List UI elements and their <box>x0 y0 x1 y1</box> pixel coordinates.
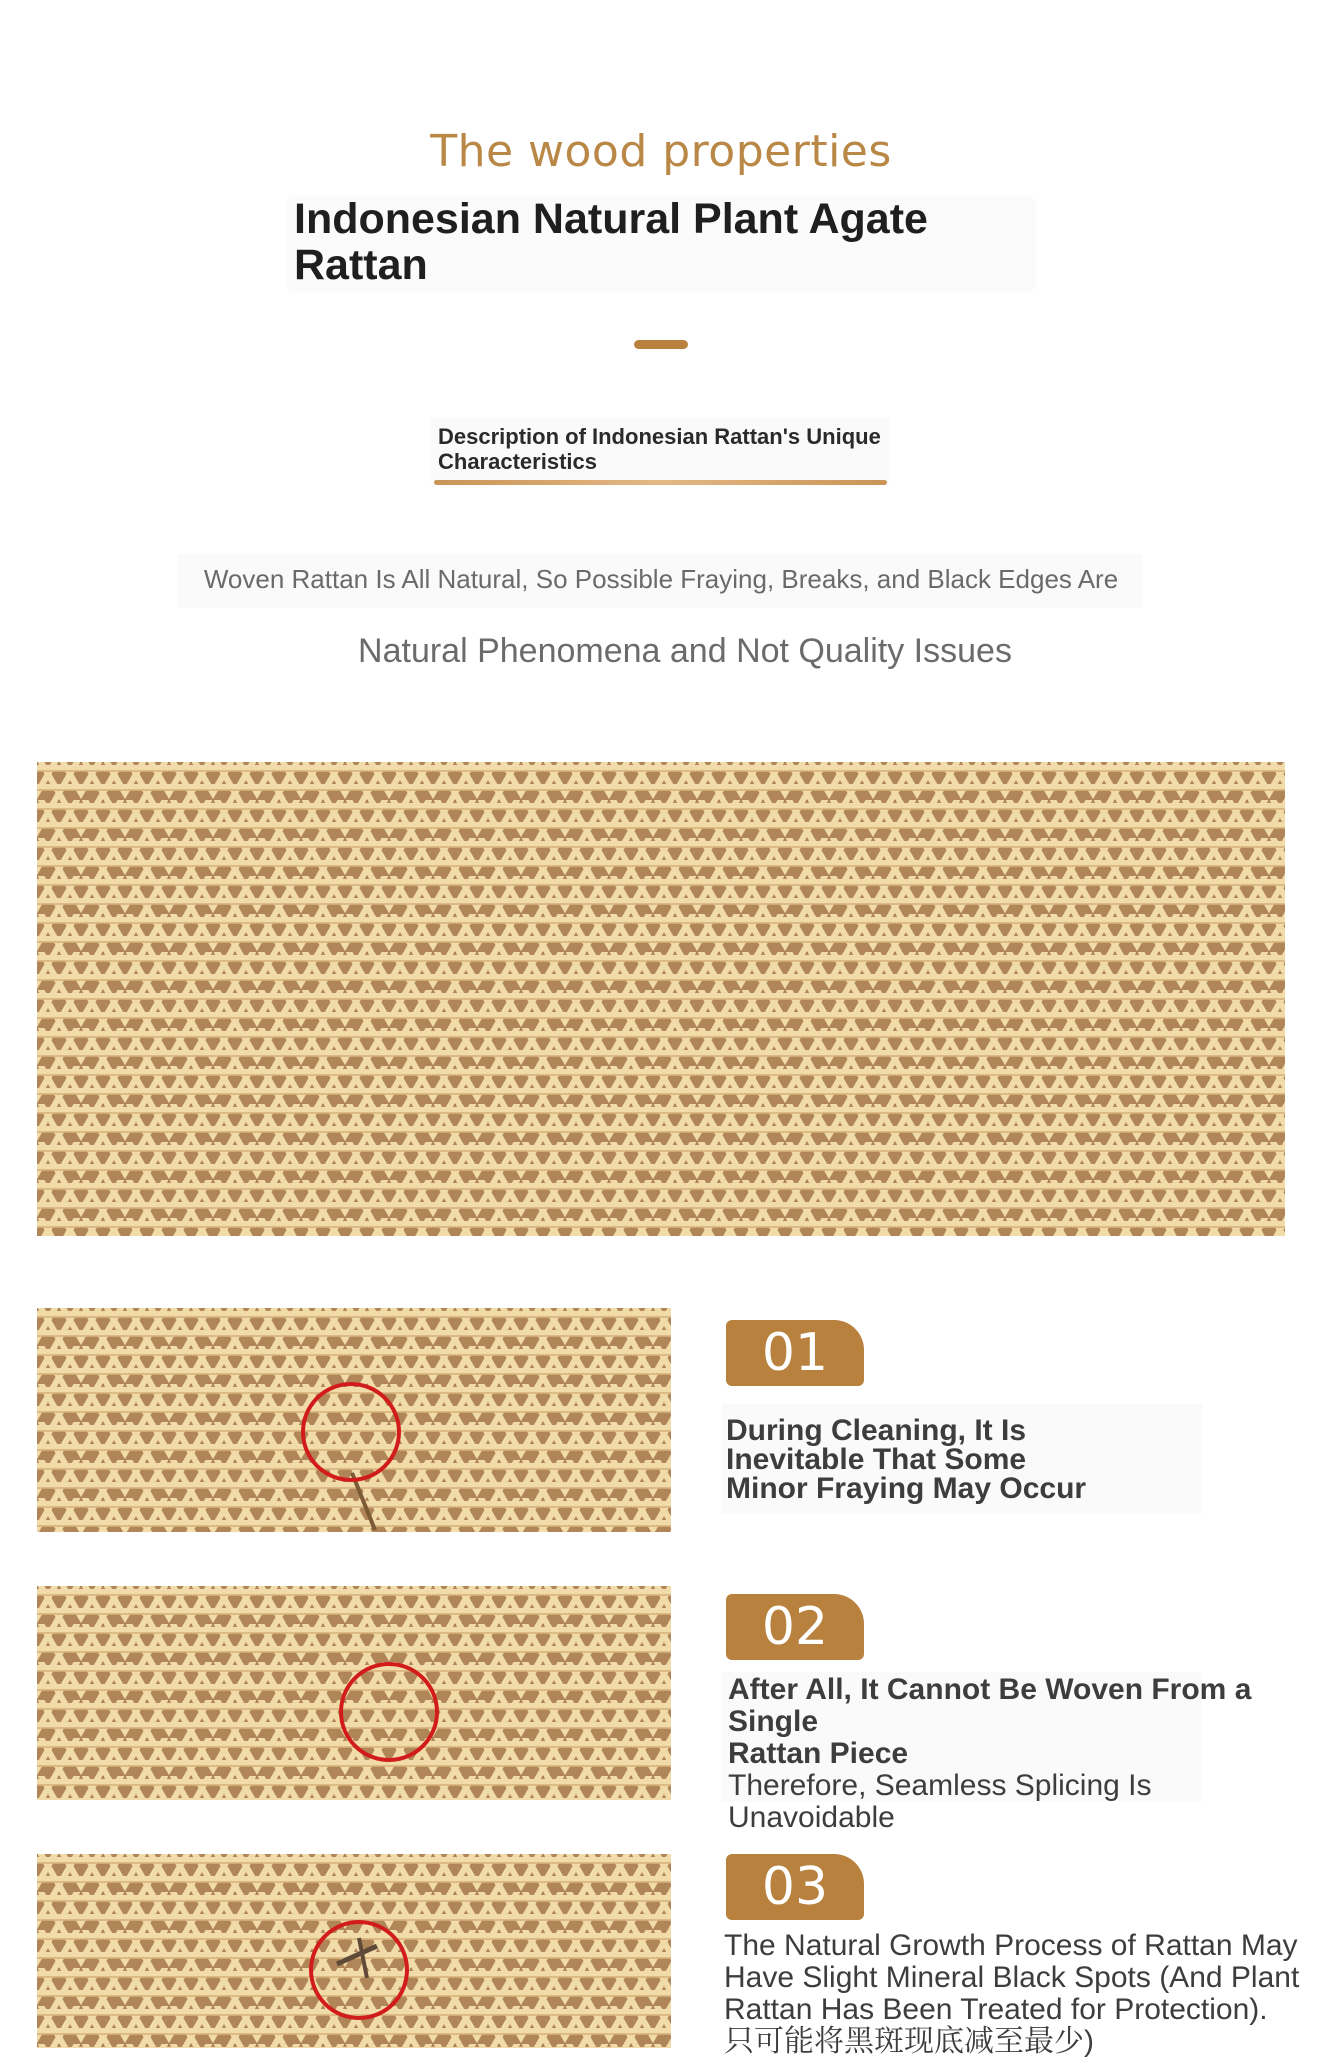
item-2-regular-line-2: Unavoidable <box>728 1801 895 1834</box>
item-3-regular-line-2: Have Slight Mineral Black Spots (And Plant <box>724 1961 1300 1994</box>
item-text-1 <box>726 1416 1246 1503</box>
item-2-bold-line-2: Rattan Piece <box>728 1737 909 1770</box>
item-2-regular-line-1: Therefore, Seamless Splicing Is <box>728 1769 1152 1802</box>
item-1-bold-line-1: During Cleaning, It Is <box>726 1414 1027 1447</box>
item-number-badge-3: 03 <box>726 1854 864 1920</box>
item-number-badge-1: 01 <box>726 1320 864 1386</box>
fraying-marker-circle <box>301 1382 401 1482</box>
item-2-bold-line-1: After All, It Cannot Be Woven From a Single <box>728 1673 1252 1738</box>
item-3-regular-line-1: The Natural Growth Process of Rattan May <box>724 1929 1298 1962</box>
rattan-detail-photo-3 <box>37 1854 671 2048</box>
page-title: Indonesian Natural Plant Agate Rattan <box>294 195 928 289</box>
black-spot-marker-circle <box>309 1920 409 2020</box>
rattan-detail-photo-2 <box>37 1586 671 1800</box>
item-text-3 <box>724 1930 1314 2058</box>
item-1-bold-line-2: Inevitable That Some <box>726 1443 1027 1476</box>
item-text-2 <box>728 1674 1318 1834</box>
item-3-regular-line-4: 只可能将黑斑现底减至最少) <box>724 2025 1094 2058</box>
accent-dash <box>634 340 688 349</box>
rattan-main-photo <box>37 762 1285 1236</box>
notice-line-1: Woven Rattan Is All Natural, So Possible Fraying, Breaks, and Black Edges Are <box>203 564 1119 594</box>
section-label-underline <box>434 480 887 485</box>
item-1-bold-line-3: Minor Fraying May Occur <box>726 1472 1087 1505</box>
splice-marker-circle <box>339 1662 439 1762</box>
rattan-detail-photo-1 <box>37 1308 671 1532</box>
section-label: Description of Indonesian Rattan's Unique Characteristics <box>438 424 881 474</box>
notice-line-2: Natural Phenomena and Not Quality Issues <box>358 632 1012 670</box>
item-3-regular-line-3: Rattan Has Been Treated for Protection). <box>724 1993 1268 2026</box>
item-number-badge-2: 02 <box>726 1594 864 1660</box>
section-kicker: The wood properties <box>430 126 892 177</box>
